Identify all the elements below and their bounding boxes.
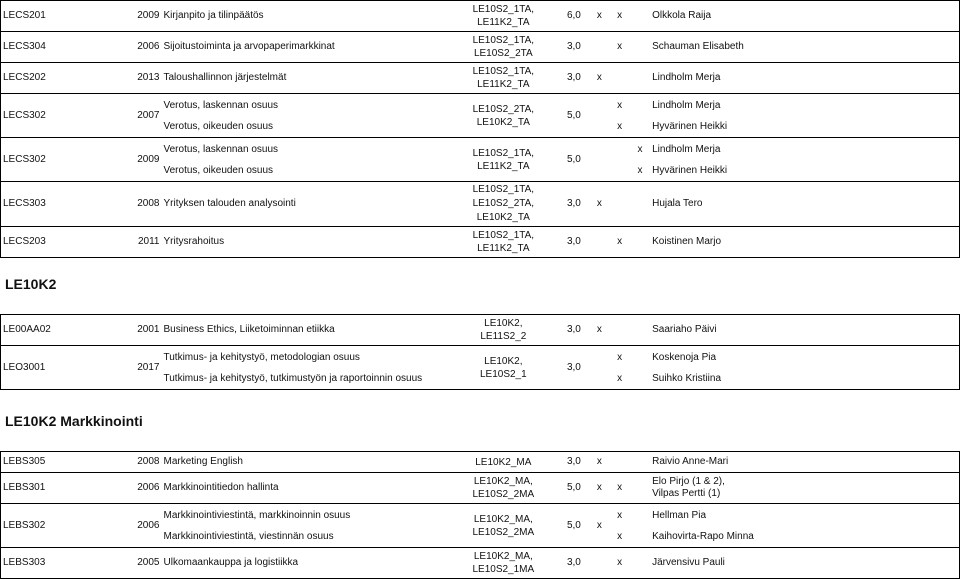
course-name [162,182,448,227]
mark-col-3 [630,227,650,258]
mark-col-2-line: x [617,10,623,21]
course-name [162,63,448,94]
mark-col-2-line: x [617,41,623,52]
table-row [1,452,960,473]
course-teachers [650,138,959,182]
course-teachers [650,315,959,346]
course-groups [448,32,559,63]
course-groups-line: LE10K2_MA [475,456,532,468]
mark-col-1 [589,182,609,227]
course-groups-line: LE10S2_1TA, [472,4,535,15]
mark-col-2-line: x [617,236,623,247]
course-groups-line: LE11S2_2 [480,331,527,342]
mark-col-1-line: x [596,482,602,493]
course-code: LECS302 [1,138,116,182]
mark-col-3-line: x [637,164,643,176]
mark-col-1-line: x [596,456,602,467]
course-groups [448,182,559,227]
course-groups [448,346,559,390]
course-groups-line: LE10S2_1TA, [472,66,535,77]
mark-col-1 [589,32,609,63]
mark-col-1 [589,315,609,346]
mark-col-2-line: x [617,351,623,363]
mark-col-2 [609,1,629,32]
course-year: 2011 [116,227,162,258]
course-year: 2007 [116,94,162,138]
course-credits: 3,0 [559,32,589,63]
mark-col-2-line: x [617,99,623,111]
course-name [162,94,448,138]
mark-col-3 [630,452,650,473]
course-name [162,548,448,579]
course-teachers-line: Hyvärinen Heikki [652,164,728,176]
course-teachers-line: Lindholm Merja [652,72,721,83]
course-groups-line: LE10K2_MA, [473,476,533,487]
course-year: 2006 [116,32,162,63]
course-groups-line: LE11K2_TA [477,17,530,28]
course-code: LECS302 [1,94,116,138]
course-groups-line: LE10S2_2TA, [472,103,535,115]
course-groups-line: LE11K2_TA [477,243,530,254]
mark-col-2 [609,504,629,548]
table-row [1,32,960,63]
course-name-line: Taloushallinnon järjestelmät [163,72,287,83]
mark-col-1-line: x [596,324,602,335]
course-code: LEBS303 [1,548,116,579]
course-groups [448,138,559,182]
course-groups [448,473,559,504]
mark-col-1-line: x [596,198,602,209]
table-row [1,63,960,94]
course-groups-line: LE10K2, [484,318,523,329]
course-credits: 3,0 [559,346,589,390]
course-code: LECS303 [1,182,116,227]
courses-table-main [0,0,960,258]
mark-col-2 [609,548,629,579]
mark-col-2 [609,346,629,390]
course-name [162,32,448,63]
course-teachers-line: Koistinen Marjo [652,236,722,247]
course-teachers-line: Kaihovirta-Rapo Minna [652,530,754,542]
section-heading-le10k2: LE10K2 [5,276,57,292]
course-name-line: Verotus, laskennan osuus [163,143,279,155]
course-groups [448,548,559,579]
course-groups-line: LE10K2_MA, [473,513,533,525]
mark-col-3 [630,182,650,227]
course-name [162,452,448,473]
mark-col-1-line: x [596,520,602,531]
course-year: 2008 [116,452,162,473]
course-groups-line: LE11K2_TA [477,160,530,172]
mark-col-2 [609,138,629,182]
table-row [1,548,960,579]
course-teachers-line: Saariaho Päivi [652,324,717,335]
course-year: 2009 [116,138,162,182]
course-year: 2013 [116,63,162,94]
course-code: LECS201 [1,1,116,32]
mark-col-2 [609,473,629,504]
course-teachers-line: Lindholm Merja [652,143,721,155]
mark-col-1 [589,473,609,504]
mark-col-2-line: x [617,120,623,132]
course-teachers-line: Raivio Anne-Mari [652,456,729,467]
course-teachers-line: Lindholm Merja [652,99,721,111]
mark-col-3 [630,138,650,182]
course-code: LEBS305 [1,452,116,473]
course-teachers-line: Hellman Pia [652,509,707,521]
course-teachers [650,346,959,390]
mark-col-3 [630,63,650,94]
course-groups [448,452,559,473]
course-year: 2008 [116,182,162,227]
course-groups-line: LE10S2_1TA, [472,147,535,159]
course-name [162,346,448,390]
table-row [1,346,960,390]
course-name-line: Markkinointiviestintä, markkinoinnin osuus [163,509,351,521]
course-groups-line: LE10S2_2TA [473,48,533,59]
course-name-line: Verotus, oikeuden osuus [163,164,274,176]
course-name [162,1,448,32]
mark-col-3 [630,32,650,63]
course-name-line: Sijoitustoiminta ja arvopaperimarkkinat [163,41,335,52]
course-year: 2006 [116,473,162,504]
mark-col-2 [609,315,629,346]
mark-col-3 [630,346,650,390]
course-groups [448,227,559,258]
course-code: LEO3001 [1,346,116,390]
table-row [1,1,960,32]
course-name [162,504,448,548]
courses-table-le10k2 [0,314,960,390]
course-code: LEBS302 [1,504,116,548]
course-groups-line: LE10S2_2MA [472,489,535,500]
course-year: 2009 [116,1,162,32]
course-teachers-line: Suihko Kristiina [652,372,722,384]
course-credits: 5,0 [559,473,589,504]
mark-col-1 [589,227,609,258]
course-groups-line: LE10S2_1 [479,368,527,380]
course-credits: 3,0 [559,315,589,346]
course-teachers [650,94,959,138]
course-groups [448,315,559,346]
mark-col-1 [589,452,609,473]
course-year: 2001 [116,315,162,346]
table-row [1,504,960,548]
mark-col-1 [589,1,609,32]
course-teachers [650,548,959,579]
course-teachers-line: Hyvärinen Heikki [652,120,728,132]
course-teachers [650,504,959,548]
course-name [162,138,448,182]
course-groups [448,1,559,32]
course-credits: 6,0 [559,1,589,32]
course-groups-line: LE10S2_2TA, [472,198,535,209]
course-credits: 3,0 [559,63,589,94]
course-teachers-line: Hujala Tero [652,198,703,209]
course-name [162,227,448,258]
course-teachers-line: Elo Pirjo (1 & 2), [652,476,725,487]
course-groups-line: LE10S2_1TA, [472,35,535,46]
mark-col-2-line: x [617,557,623,568]
course-name-line: Tutkimus- ja kehitystyö, tutkimustyön ja raportoinnin osuus [163,372,423,384]
course-name-line: Verotus, oikeuden osuus [163,120,274,132]
course-teachers-line: Järvensivu Pauli [652,557,725,568]
course-year: 2005 [116,548,162,579]
mark-col-3 [630,315,650,346]
course-groups [448,94,559,138]
course-name-line: Business Ethics, Liiketoiminnan etiikka [163,324,335,335]
course-name [162,315,448,346]
course-name-line: Markkinointiviestintä, viestinnän osuus [163,530,334,542]
course-name [162,473,448,504]
course-teachers-line: Koskenoja Pia [652,351,717,363]
mark-col-3-line: x [637,143,643,155]
mark-col-3 [630,94,650,138]
mark-col-1 [589,504,609,548]
course-name-line: Verotus, laskennan osuus [163,99,279,111]
mark-col-2 [609,63,629,94]
course-name-line: Kirjanpito ja tilinpäätös [163,10,264,21]
course-groups-line: LE10S2_1TA, [472,230,535,241]
mark-col-3 [630,548,650,579]
course-teachers [650,452,959,473]
course-credits: 5,0 [559,504,589,548]
table-row [1,315,960,346]
course-teachers-line: Schauman Elisabeth [652,41,744,52]
course-teachers-line: Olkkola Raija [652,10,712,21]
course-credits: 3,0 [559,182,589,227]
course-teachers [650,473,959,504]
mark-col-1 [589,548,609,579]
course-name-line: Tutkimus- ja kehitystyö, metodologian osuus [163,351,360,363]
course-teachers-line: Vilpas Pertti (1) [652,488,721,499]
course-year: 2017 [116,346,162,390]
course-groups [448,504,559,548]
course-groups [448,63,559,94]
mark-col-1 [589,346,609,390]
course-groups-line: LE10K2, [484,355,523,367]
mark-col-2 [609,227,629,258]
course-groups-line: LE10K2_TA [476,116,530,128]
course-teachers [650,1,959,32]
mark-col-3 [630,473,650,504]
mark-col-2-line: x [617,509,623,521]
course-groups-line: LE11K2_TA [477,79,530,90]
course-name-line: Markkinointitiedon hallinta [163,482,279,493]
mark-col-2 [609,182,629,227]
section-heading-le10k2-markkinointi: LE10K2 Markkinointi [5,413,143,429]
course-code: LECS304 [1,32,116,63]
course-groups-line: LE10S2_1TA, [472,184,535,195]
mark-col-1-line: x [596,72,602,83]
mark-col-1-line: x [596,10,602,21]
course-code: LE00AA02 [1,315,116,346]
course-name-line: Yrityksen talouden analysointi [163,198,296,209]
course-groups-line: LE10S2_2MA [472,526,535,538]
course-code: LEBS301 [1,473,116,504]
course-credits: 5,0 [559,138,589,182]
course-teachers [650,32,959,63]
mark-col-2-line: x [617,482,623,493]
course-credits: 5,0 [559,94,589,138]
course-code: LECS202 [1,63,116,94]
table-row [1,473,960,504]
course-code: LECS203 [1,227,116,258]
mark-col-2 [609,32,629,63]
table-row [1,227,960,258]
course-credits: 3,0 [559,548,589,579]
table-row [1,138,960,182]
mark-col-3 [630,1,650,32]
mark-col-1 [589,94,609,138]
course-name-line: Yritysrahoitus [163,236,225,247]
mark-col-1 [589,138,609,182]
table-row [1,182,960,227]
table-row [1,94,960,138]
course-year: 2006 [116,504,162,548]
mark-col-2 [609,94,629,138]
course-teachers [650,182,959,227]
course-name-line: Marketing English [163,456,243,467]
course-name-line: Ulkomaankauppa ja logistiikka [163,557,299,568]
mark-col-2-line: x [617,530,623,542]
course-teachers [650,63,959,94]
course-groups-line: LE10S2_1MA [472,564,535,575]
mark-col-3 [630,504,650,548]
courses-table-markkinointi [0,451,960,579]
course-groups-line: LE10K2_TA [476,212,530,223]
course-teachers [650,227,959,258]
mark-col-1 [589,63,609,94]
mark-col-2-line: x [617,372,623,384]
mark-col-2 [609,452,629,473]
course-credits: 3,0 [559,227,589,258]
course-credits: 3,0 [559,452,589,473]
course-groups-line: LE10K2_MA, [473,551,533,562]
